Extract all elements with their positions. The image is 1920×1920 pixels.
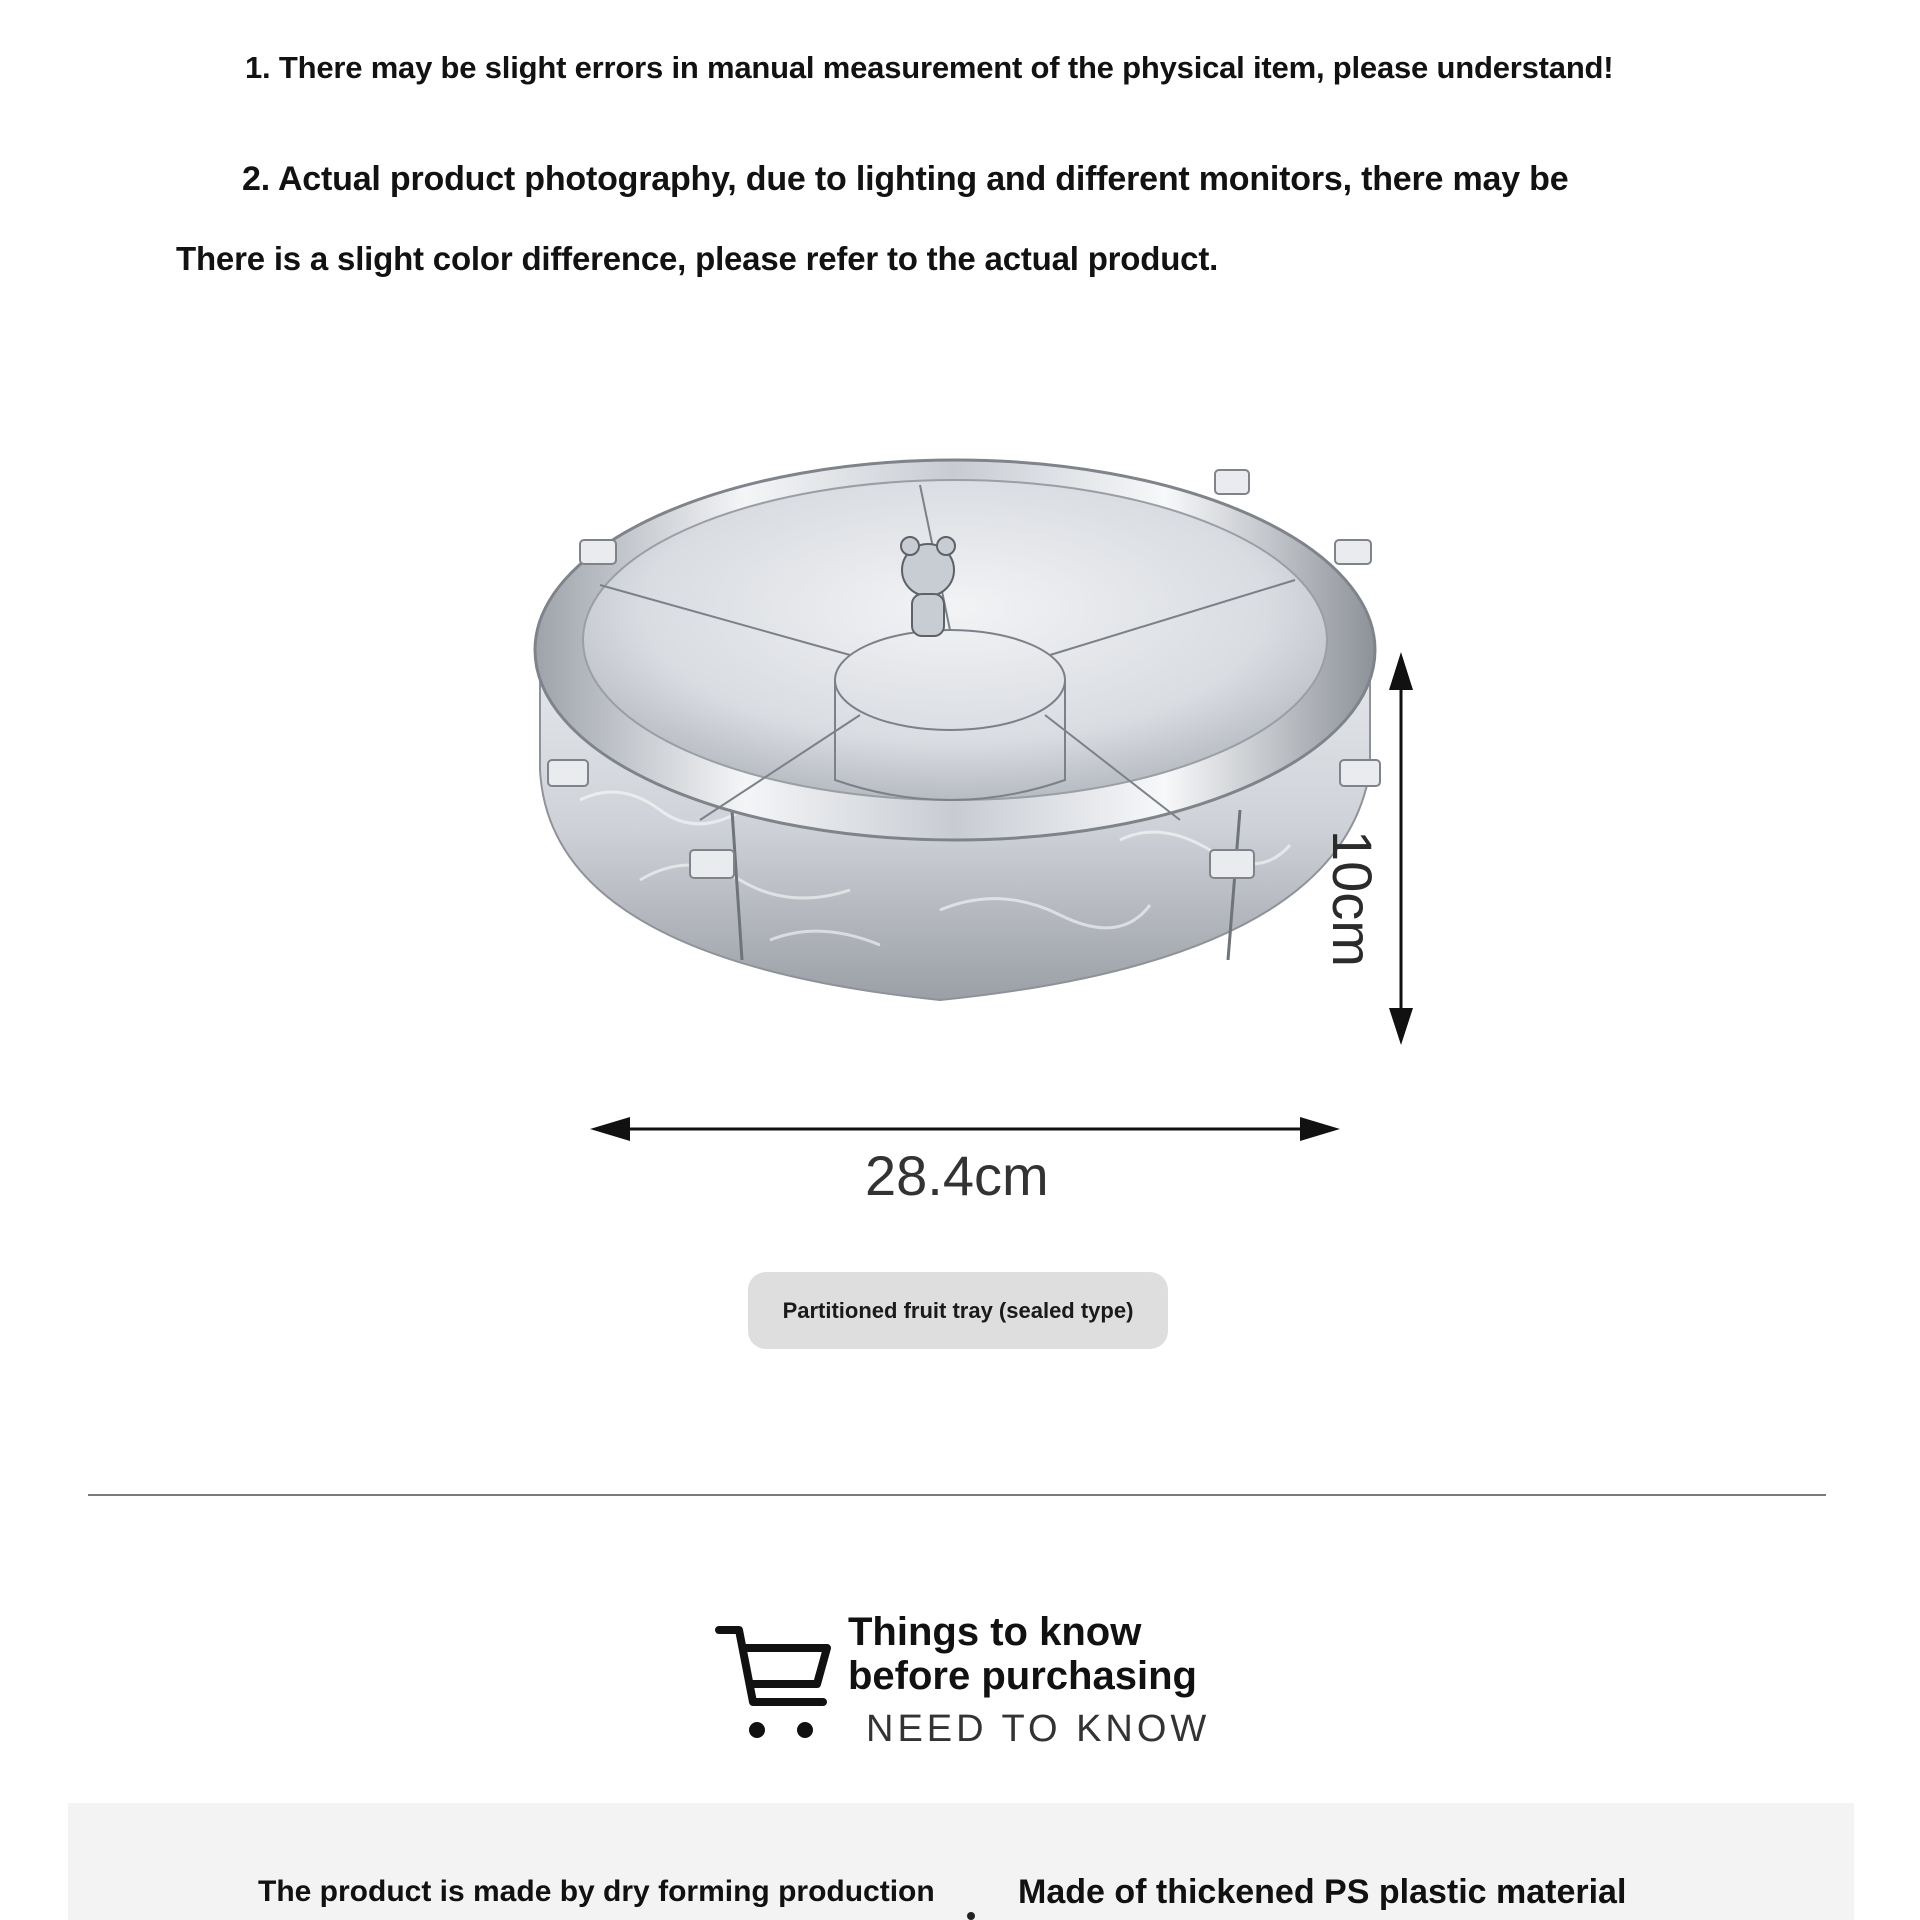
- height-dimension-label: 10cm: [1321, 830, 1384, 967]
- bullet-dot: [967, 1912, 975, 1920]
- product-caption-text: Partitioned fruit tray (sealed type): [782, 1297, 1134, 1323]
- purchase-info-subheading: NEED TO KNOW: [866, 1708, 1211, 1750]
- note-measurement-error: 1. There may be slight errors in manual measurement of the physical item, please understand!: [245, 50, 1614, 85]
- fruit-tray-product-image: [520, 440, 1420, 1120]
- purchase-info-heading: [848, 1610, 1197, 1698]
- heading-line-1: Things to know: [848, 1610, 1142, 1654]
- width-dimension-arrow: [590, 1115, 1340, 1145]
- note-color-difference-line2: There is a slight color difference, please refer to the actual product.: [176, 240, 1219, 277]
- info-right-text: Made of thickened PS plastic material: [1018, 1873, 1627, 1911]
- note-color-difference-line1: 2. Actual product photography, due to lighting and different monitors, there may be: [242, 160, 1569, 198]
- heading-line-2: before purchasing: [848, 1654, 1197, 1698]
- info-left-text: The product is made by dry forming production: [258, 1875, 935, 1908]
- product-caption-badge: [748, 1272, 1168, 1349]
- section-divider: [88, 1494, 1826, 1496]
- width-dimension-label: 28.4cm: [865, 1144, 1049, 1207]
- shopping-cart-icon: [715, 1620, 835, 1740]
